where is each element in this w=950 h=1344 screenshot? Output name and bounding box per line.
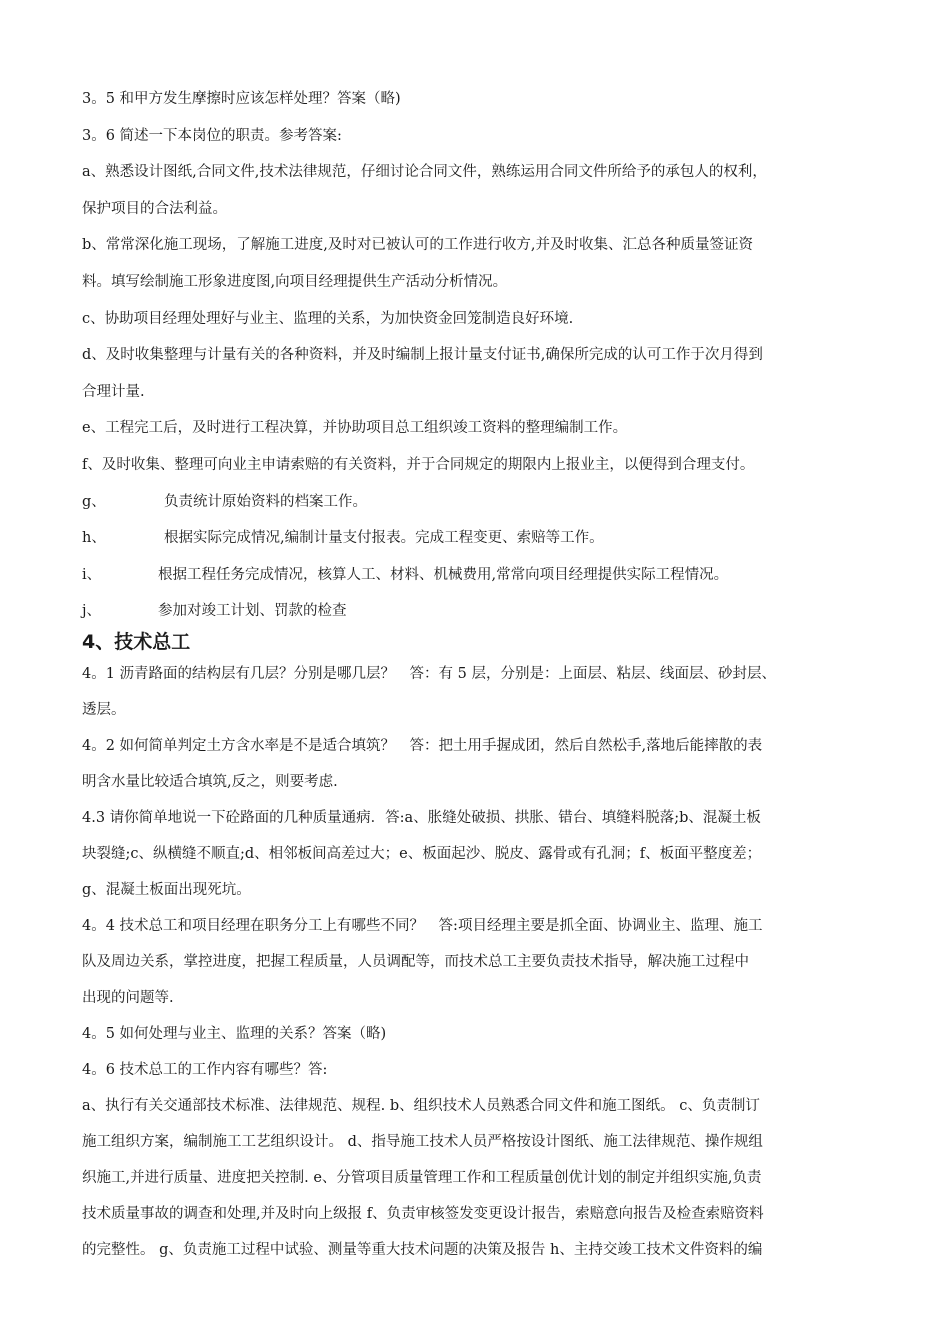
list-item	[82, 523, 882, 560]
text-line: e、工程完工后，及时进行工程决算，并协助项目总工组织竣工资料的整理编制工作。	[82, 420, 628, 437]
list-item	[82, 560, 882, 597]
text-line: 透层。	[82, 701, 126, 718]
document-page	[82, 84, 882, 1271]
text-line: 施工组织方案，编制施工工艺组织设计。 d、指导施工技术人员严格按设计图纸、施工法律规范、操作规组	[82, 1133, 763, 1150]
section-heading: 4、技术总工	[82, 630, 191, 653]
text-line: 保护项目的合法利益。	[82, 200, 227, 217]
list-item-text: 负责统计原始资料的档案工作。	[164, 493, 367, 510]
text-line: b、常常深化施工现场，了解施工进度,及时对已被认可的工作进行收方,并及时收集、汇总各种质量签证资	[82, 237, 753, 254]
text-line: 队及周边关系，掌控进度，把握工程质量，人员调配等，而技术总工主要负责技术指导，解决施工过程中	[82, 953, 749, 970]
text-line: 料。填写绘制施工形象进度图,向项目经理提供生产活动分析情况。	[82, 273, 508, 290]
list-item-label: i、	[82, 566, 102, 583]
list-item-text: 参加对竣工计划、罚款的检查	[158, 603, 347, 620]
text-line: f、及时收集、整理可向业主申请索赔的有关资料，并于合同规定的期限内上报业主，以便得到合理支付。	[82, 456, 755, 473]
text-line: 4.3 请你简单地说一下砼路面的几种质量通病．答:a、胀缝处破损、拱胀、错台、填缝料脱落;b、混凝土板	[82, 809, 761, 826]
text-line: 明含水量比较适合填筑,反之，则要考虑.	[82, 773, 338, 790]
text-line: 出现的问题等.	[82, 989, 174, 1006]
list-item-label: h、	[82, 530, 106, 547]
text-line: a、执行有关交通部技术标准、法律规范、规程. b、组织技术人员熟悉合同文件和施工图纸。 c、负责制订	[82, 1097, 760, 1114]
list-item	[82, 487, 882, 524]
text-line: d、及时收集整理与计量有关的各种资料，并及时编制上报计量支付证书,确保所完成的认可工作于次月得到	[82, 347, 763, 364]
list-item-text: 根据实际完成情况,编制计量支付报表。完成工程变更、索赔等工作。	[164, 530, 604, 547]
text-line: 合理计量.	[82, 383, 145, 400]
text-line: 3。6 简述一下本岗位的职责。参考答案:	[82, 127, 342, 144]
text-line: 4。4 技术总工和项目经理在职务分工上有哪些不同？ 答:项目经理主要是抓全面、协调业主、监理、施工	[82, 917, 763, 934]
text-line: c、协助项目经理处理好与业主、监理的关系，为加快资金回笼制造良好环境.	[82, 310, 574, 327]
text-line: 织施工,并进行质量、进度把关控制. e、分管项目质量管理工作和工程质量创优计划的制定并组织实施,负责	[82, 1169, 762, 1186]
text-line: 4。6 技术总工的工作内容有哪些？答:	[82, 1061, 328, 1078]
text-line: 4。2 如何简单判定土方含水率是不是适合填筑？ 答：把土用手握成团，然后自然松手,落地后能摔散的表	[82, 737, 763, 754]
text-line: 块裂缝;c、纵横缝不顺直;d、相邻板间高差过大；e、板面起沙、脱皮、露骨或有孔洞；f、板面平整度差；	[82, 845, 762, 862]
list-item-label: j、	[82, 603, 101, 620]
text-line: 3。5 和甲方发生摩擦时应该怎样处理？答案（略)	[82, 91, 401, 107]
text-line: 技术质量事故的调查和处理,并及时向上级报 f、负责审核签发变更设计报告，索赔意向报告及检查索赔资料	[82, 1205, 764, 1222]
text-line: 4。1 沥青路面的结构层有几层？分别是哪几层？ 答：有 5 层，分别是：上面层、粘层、线面层、砂封层、	[82, 665, 776, 682]
list-item	[82, 596, 882, 633]
list-item-text: 根据工程任务完成情况，核算人工、材料、机械费用,常常向项目经理提供实际工程情况。	[158, 566, 729, 583]
text-line: 4。5 如何处理与业主、监理的关系？答案（略)	[82, 1025, 387, 1042]
text-line: g、混凝土板面出现死坑。	[82, 881, 251, 898]
list-item-label: g、	[82, 493, 106, 510]
text-line: a、熟悉设计图纸,合同文件,技术法律规范，仔细讨论合同文件，熟练运用合同文件所给予的承包人的权利，	[82, 164, 767, 181]
text-line: 的完整性。 g、负责施工过程中试验、测量等重大技术问题的决策及报告 h、主持交竣工技术文件资料的编	[82, 1241, 763, 1258]
